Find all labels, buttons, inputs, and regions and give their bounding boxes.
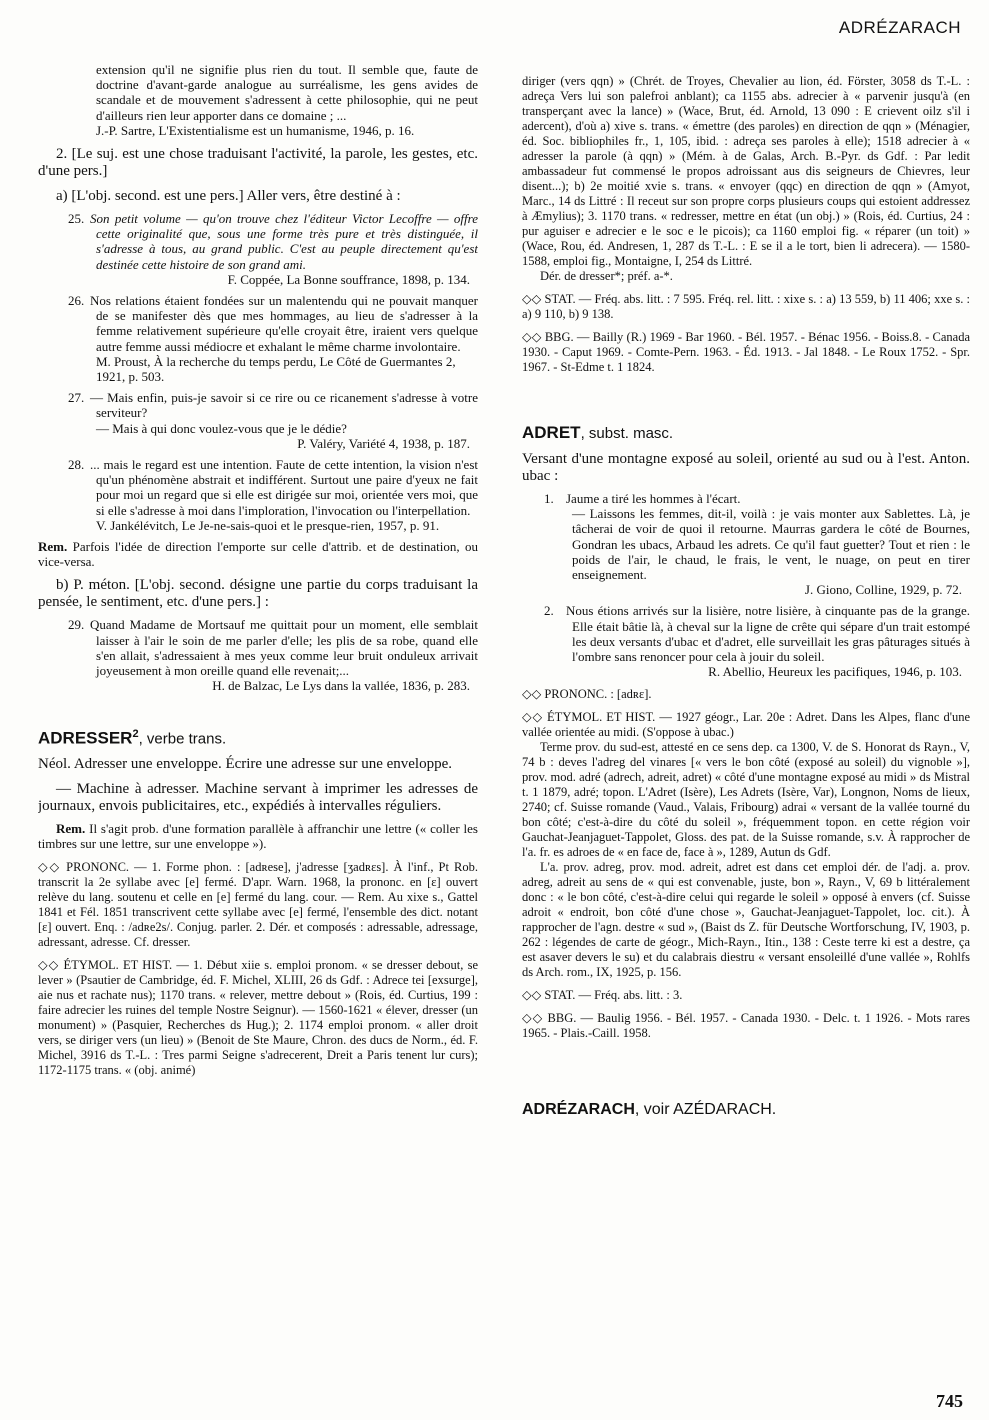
adret-statistics: ◇◇ STAT. — Fréq. abs. litt. : 3. [522,988,683,1003]
quote-intro: extension qu'il ne signifie plus rien du tout. Il semble que, faute de doctrine d'avant-garde analogue au surréalisme, les gens avides de scandale et de mouvement s'adressent à cette philosophie, qui ne peut d'ailleurs rien leur apporter dans ce domaine ; ... [96,62,478,123]
adret-example-1-number: 1. [544,491,554,506]
sense-2: 2. [Le suj. est une chose traduisant l'activité, la parole, les gestes, etc. d'une pers.] [38,146,478,180]
entry-headword-adresser-2 [38,728,478,749]
adret-example-2 [544,603,970,665]
example-27-text-1: — Mais enfin, puis-je savoir si ce rire ou ce ricanement s'adresse à votre serviteur? [90,390,478,421]
page-number: 745 [936,1391,963,1411]
adret-example-2-text: Nous étions arrivés sur la lisière, notre lisière, à cinquante pas de la grange. Elle était bâtie là, à cheval sur la ligne de crête qui sépare d'un trait estompé les deux versants d'ubac et d'adret, elle surveillait les gras pâturages situés à l'ombre sans renoncer pour cela à jouir du soleil. [566,603,970,665]
example-28 [68,457,478,518]
adret-grammar: , subst. masc. [580,425,674,442]
quote-intro-citation: J.-P. Sartre, L'Existentialisme est un humanisme, 1946, p. 16. [96,122,415,138]
example-27-citation: P. Valéry, Variété 4, 1938, p. 187. [297,435,470,451]
adret-etymology-p2: Terme prov. du sud-est, attesté en ce sens dep. ca 1300, V. de S. Honorat ds Rayn., V, 74 b : deves l'adreg del vinares [« vers le bon côté (exposé au soleil) du vignoble »], prov. mod. adré (adrech, adreit, adret) « côté d'une montagne exposé au midi » ds Mistral t. 1 1879, adré; topon. L'Adret (Isère), Les Adrets (Isère, Var), Longnon, Noms de lieux, 2740; cf. Suisse romande (Vaud., Valais, Fribourg) adrai « versant de la vallée tourné du bon côté; c'est-à-dire du côté du soleil », fréquemment topon. en cette région voir Gauchat-Jeanjaguet-Tappolet, Gloss. des pat. de la Suisse romande, s.v. À rapprocher de l'a. fr. es adroes de « en face de, face à », 1289, Autun ds Gdf. [522,740,970,860]
remark-1-label: Rem. [38,539,68,555]
example-29 [68,617,478,679]
cross-reference-text: , voir AZÉDARACH. [634,1101,777,1119]
remark-1 [38,539,478,569]
example-27 [68,390,478,436]
example-25 [68,211,478,272]
pronunciation-section: ◇◇ PRONONC. — 1. Forme phon. : [adʀese], j'adresse [ʒadʀɛs]. À l'inf., Pt Rob. transcrit la 2e syllabe avec [e] fermé. D'apr. Warn. 1968, la prononc. en [ɛ] ouvert relève du lang. soutenu et celle en [e] fermé du lang. cour. — Rem. Au xixe s., Gattel 1841 et Fél. 1851 transcrivent cette syllabe avec [e] fermé, l'ensemble des dict. notant [ɛ] ouvert. Enq. : /adʀe2s/. Conjug. parler. 2. Dér. et composés : adressable, adressage, adressant, adresse. Cf. dresser. [38,859,478,949]
cross-reference-entry [522,1101,970,1119]
example-28-text: ... mais le regard est une intention. Faute de cette intention, la vision n'est qu'un phénomène abstrait et indifférent. Surtout une paire d'yeux ne fait pour moi un regard que si elle est dirigée sur moi, orientée vers moi, que si elle s'adresse à moi dans l'imploration, l'invocation ou l'interpellation. [90,457,478,518]
etymology-section: ◇◇ ÉTYMOL. ET HIST. — 1. Début xiie s. emploi pronom. « se dresser debout, se lever » (Psautier de Cambridge, éd. F. Michel, XLIII, 26 ds Gdf. : Adrece tei [exsurge], aie nus et rachate nus); 1170 trans. « relever, mettre debout » (Rois, éd. Curtius, 199 : faire adrecier les ruines del temple Nostre Seignur). — 1560-1621 « élever, dresser (un monument) » (Pasquier, Recherches ds Hug.); 2. 1174 emploi pronom. « aller droit vers, se diriger vers (un lieu) » (Benoit de Ste Maure, Chron. des ducs de Norm., éd. F. Michel, 3916 ds T.-L. : Tres parmi Seigne s'adrecerent, Dreit a Paris tenent lur curs); 1172-1175 trans. « (obj. animé) [38,957,478,1077]
statistics-section: ◇◇ STAT. — Fréq. abs. litt. : 7 595. Fréq. rel. litt. : xixe s. : a) 13 559, b) 11 406; xxe s. : a) 9 110, b) 9 138. [522,292,970,321]
sense-2a: a) [L'obj. second. est une pers.] Aller vers, être destiné à : [56,188,401,205]
entry-definition-1: Néol. Adresser une enveloppe. Écrire une adresse sur une enveloppe. [38,756,453,773]
adret-example-2-citation: R. Abellio, Heureux les pacifiques, 1946, p. 103. [708,664,962,680]
adret-example-1-citation: J. Giono, Colline, 1929, p. 72. [804,582,962,598]
example-26 [68,293,478,354]
example-29-number: 29. [68,617,85,633]
remark-1-text: Parfois l'idée de direction l'emporte sur celle d'attrib. et de destination, ou vice-versa. [38,539,478,570]
example-26-number: 26. [68,293,85,309]
right-column [522,74,970,1390]
adret-bibliography: ◇◇ BBG. — Baulig 1956. - Bél. 1957. - Canada 1930. - Delc. t. 1 1926. - Mots rares 1965. - Plais.-Caill. 1958. [522,1011,970,1041]
adret-pronunciation: ◇◇ PRONONC. : [adʀɛ]. [522,687,652,702]
adret-word: ADRET [522,423,581,442]
entry-headword-adret [522,423,970,443]
running-head: ADRÉZARACH [838,18,961,37]
example-29-text: Quand Madame de Mortsauf me quittait pour un moment, elle semblait laisser à l'air le soin de me parler d'elle; les plis de sa robe, quand elle s'en allait, s'adressaient à mes yeux comme leur bruit onduleux arrivait joyeusement à mon oreille quand elle revenait;... [90,617,478,679]
example-27-text-2: — Mais à qui donc voulez-vous que je le dédie? [96,420,347,436]
example-28-citation: V. Jankélévitch, Le Je-ne-sais-quoi et le presque-rien, 1957, p. 91. [96,517,440,533]
example-28-number: 28. [68,457,85,473]
example-25-citation: F. Coppée, La Bonne souffrance, 1898, p. 134. [227,271,470,287]
remark-2-label: Rem. [56,821,86,837]
left-column [38,62,478,1390]
adret-example-2-number: 2. [544,603,554,619]
adret-example-1-text-1: Jaume a tiré les hommes à l'écart. [566,491,741,506]
remark-2 [38,821,478,851]
remark-2-text: Il s'agit prob. d'une formation parallèle à affranchir une lettre (« coller les timbres sur une lettre, sur une enveloppe »). [38,821,478,852]
adret-definition: Versant d'une montagne exposé au soleil, orienté au sud ou à l'est. Anton. ubac : [522,451,970,484]
example-26-citation: M. Proust, À la recherche du temps perdu, Le Côté de Guermantes 2, 1921, p. 503. [96,353,456,385]
entry-homograph-number: 2 [132,727,139,740]
example-27-number: 27. [68,390,85,406]
entry-word: ADRESSER [38,728,133,748]
example-25-number: 25. [68,211,85,227]
example-25-text: Son petit volume — qu'on trouve chez l'éditeur Victor Lecoffre — offre cette originalité que, sous une forme très pure et très distinguée, il s'adresse à tous, au grand public. C'est au peuple directement qu'est destinée cette histoire de son grand ami. [90,211,478,272]
adret-etymology-p3: L'a. prov. adreg, prov. mod. adreit, adret est dans cet emploi dér. de l'adj. a. prov. adreg, adreit au sens de « qui est convenable, juste, bon », Rayn., V, 69 b littéralement donc : « le bon côté, c'est-à-dire celui qui regarde le soleil » opposé à envers (cf. Suisse adroit « endroit, bon côté d'une chose », Gauchat-Jeanjaguet-Tappolet, loc. cit.). À rapprocher de l'agn. destre « sud », (Baist ds Z. für Deutsche Wortforschung, IV, 1903, p. 262 : légendes de carte de géogr., Mich-Rayn., Itin., 138 : Ceste terre ki est a destre, ça est asaver devers le su) et du calabrais diestru « versant ensoleillé d'une vallée », Rohlfs ds Arch. rom., IX, 1925, p. 156. [522,860,970,980]
etymology-continued: diriger (vers qqn) » (Chrét. de Troyes, Chevalier au lion, éd. Förster, 3058 ds T.-L. : adreça Vers lui son palefroi anblant); ca 1155 abs. adrecier à « parvenir jusqu'à (en transperçant avec la lance) » (Wace, Brut, éd. Arnold, 13 090 : E crievent oilz s'il i adercent), d'où a) xive s. trans. « émettre (des paroles) en direction de qqn » (Ménagier, éd. Soc. bibliophiles fr., 1, 105, ibid. : adreça ses paroles à elle); 1518 adrecier à « adresser la parole (à qqn) » (Mém. à de Galas, Arch. B.-Pyr. ds Gdf. : Par ledit ambassadeur fut commensé le propos adroissant aus dis seigneurs de Chievres, leur disent...); b) 2e moitié xvie s. trans. « envoyer (qqc) en direction de qqn » (Amyot, Marc., 14 ds Littré : Il receut sur son propre corps plusieurs coups qui estoient addressez à Æmylius); 3. 1170 trans. « redresser, mettre en état (un obj.) » (Rois, éd. Curtius, 24 : pur aguiser e adrecier e le soc e le picois); ca 1160 emploi fig. « réparer (un toit) » (Wace, Rou, éd. Andresen, 1, 287 ds T.-L. : E se il a le tort, bien li adrecera). — 1580-1588, emploi fig., Montaigne, I, 254 ds Littré. [522,74,970,268]
adret-example-1 [544,491,970,583]
cross-reference-word: ADRÉZARACH [522,1101,635,1119]
entry-grammar: , verbe trans. [138,730,227,748]
entry-definition-2: — Machine à adresser. Machine servant à imprimer les adresses de journaux, envois publicitaires, etc., expédiés à intervalles réguliers. [38,781,478,815]
example-29-citation: H. de Balzac, Le Lys dans la vallée, 1836, p. 283. [212,678,470,694]
bibliography-section: ◇◇ BBG. — Bailly (R.) 1969 - Bar 1960. - Bél. 1957. - Bénac 1956. - Boiss.8. - Canada 1930. - Caput 1969. - Comte-Pern. 1963. - Éd. 1913. - Jal 1848. - Le Roux 1752. - Spr. 1967. - St-Edme t. 1 1824. [522,330,970,374]
example-26-text: Nos relations étaient fondées sur un malentendu qui ne pouvait manquer de se manifester dès que mes hommages, au lieu de s'adresser à la femme relativement supérieure qu'elle croyait être, iraient vers quelque autre femme aussi médiocre et exhalant le même charme involontaire. [90,293,478,354]
adret-etymology: ◇◇ ÉTYMOL. ET HIST. — 1927 géogr., Lar. 20e : Adret. Dans les Alpes, flanc d'une vallée orientée au midi. (S'oppose à ubac.) [522,710,970,740]
derivation-note: Dér. de dresser*; préf. a-*. [540,269,673,283]
adret-example-1-text-2: — Laissons les femmes, dit-il, voilà : je vais monter aux Sablettes. Là, je tâcherai de voir de quoi il retourne. Maurras gardera le côté de Bournes, Gondran les ubacs, Arbaud les adrets. Ce qu'il faut guetter? Tout et rien : le poids de l'air, le chaud, le frais, le vent, le nuage, on peut en tirer enseignement. [572,506,970,583]
sense-2b: b) P. méton. [L'obj. second. désigne une partie du corps traduisant la pensée, le sentiment, etc. d'une pers.] : [38,577,478,611]
